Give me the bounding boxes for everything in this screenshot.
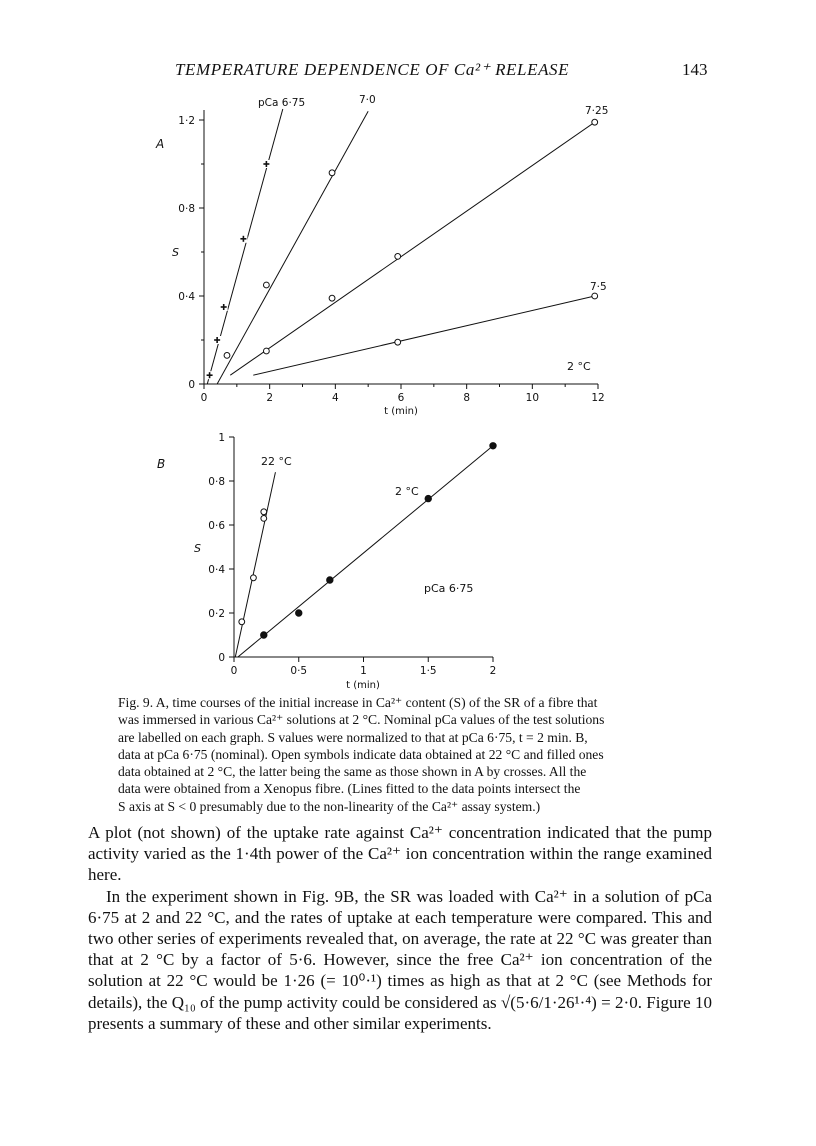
y-tick-label: 1 bbox=[218, 432, 225, 444]
data-point-cross bbox=[213, 336, 221, 344]
x-tick-label: 6 bbox=[397, 392, 405, 404]
data-point-open bbox=[261, 516, 267, 522]
y-tick-label: 0·4 bbox=[178, 291, 195, 303]
panel-b-annotation: pCa 6·75 bbox=[424, 582, 474, 595]
x-tick-label: 2 bbox=[266, 392, 274, 404]
caption-line: data at pCa 6·75 (nominal). Open symbols indicate data obtained at 22 °C and filled ones bbox=[118, 746, 604, 762]
x-tick-label: 2 bbox=[489, 665, 497, 677]
caption-line: S axis at S < 0 presumably due to the non-linearity of the Ca²⁺ assay system.) bbox=[118, 798, 541, 814]
data-point-cross bbox=[262, 160, 270, 168]
fit-line bbox=[253, 296, 594, 375]
data-point-filled bbox=[327, 577, 333, 583]
series-label-7-25: 7·25 bbox=[585, 105, 609, 117]
panel-b-xlabel: t (min) bbox=[346, 680, 380, 690]
data-point-filled bbox=[261, 632, 267, 638]
data-point-open bbox=[395, 254, 401, 260]
fit-line bbox=[238, 446, 493, 657]
x-tick-label: 1 bbox=[360, 665, 367, 677]
panel-a-xlabel: t (min) bbox=[384, 406, 418, 417]
y-tick-label: 0·4 bbox=[208, 564, 225, 576]
fit-line bbox=[235, 472, 275, 657]
data-point-open bbox=[395, 339, 401, 345]
page-number: 143 bbox=[682, 60, 708, 79]
series-label-pca-6-75: pCa 6·75 bbox=[258, 97, 306, 109]
y-tick-label: 0 bbox=[188, 379, 195, 391]
paragraph: A plot (not shown) of the uptake rate against Ca²⁺ concentration indicated that the pump activity varied as the 1·4th power of the Ca²⁺ ion concentration within the range examined here. bbox=[88, 823, 712, 885]
caption-line: are labelled on each graph. S values were normalized to that at pCa 6·75, t = 2 min. B, bbox=[118, 729, 588, 745]
x-tick-label: 8 bbox=[463, 392, 471, 404]
data-point-filled bbox=[425, 495, 431, 501]
data-point-open bbox=[261, 509, 267, 515]
fit-line bbox=[217, 111, 368, 384]
caption-line: Fig. 9. A, time courses of the initial increase in Ca²⁺ content (S) of the SR of a fibre that bbox=[118, 695, 598, 710]
data-point-open bbox=[239, 619, 245, 625]
panel-a-ylabel: S bbox=[172, 246, 179, 259]
panel-a-annotation: 2 °C bbox=[567, 360, 591, 373]
y-tick-label: 0·2 bbox=[208, 608, 225, 620]
series-label-7-5: 7·5 bbox=[590, 281, 607, 293]
y-tick-label: 0 bbox=[218, 652, 225, 664]
fit-line bbox=[230, 122, 594, 375]
x-tick-label: 10 bbox=[525, 392, 540, 404]
series-label-22c: 22 °C bbox=[261, 455, 292, 468]
y-tick-label: 0·8 bbox=[208, 476, 225, 488]
data-point-open bbox=[263, 282, 269, 288]
data-point-open bbox=[329, 170, 335, 176]
running-title: TEMPERATURE DEPENDENCE OF Ca²⁺ RELEASE bbox=[175, 60, 570, 79]
panel-a-letter: A bbox=[156, 137, 165, 151]
x-tick-label: 12 bbox=[591, 392, 605, 404]
x-tick-label: 1·5 bbox=[419, 665, 437, 677]
y-tick-label: 0·8 bbox=[178, 203, 195, 215]
data-point-filled bbox=[296, 610, 302, 616]
data-point-cross bbox=[206, 371, 214, 379]
body-text bbox=[88, 822, 712, 1034]
data-point-cross bbox=[239, 235, 247, 243]
data-point-open bbox=[224, 353, 230, 359]
y-tick-label: 0·6 bbox=[208, 520, 225, 532]
figure-caption bbox=[118, 694, 710, 815]
panel-b bbox=[157, 432, 496, 690]
data-point-open bbox=[592, 293, 598, 299]
x-tick-label: 0 bbox=[230, 665, 238, 677]
series-label-2c: 2 °C bbox=[395, 485, 419, 498]
data-point-cross bbox=[220, 303, 228, 311]
paragraph: In the experiment shown in Fig. 9B, the SR was loaded with Ca²⁺ in a solution of pCa 6·75 at 2 and 22 °C, and the rates of uptake at each temperature were compared. This and two other series of experiments revealed that, on average, the rate at 22 °C was greater than that at 2 °C by a factor of 5·6. However, since the free Ca²⁺ ion concentration of the solution at 22 °C would be 1·26 (= 10⁰·¹) times as high as that at 2 °C (see Methods for details), the Q₁₀ of the pump activity could be considered as √(5·6/1·26¹·⁴) = 2·0. Figure 10 presents a summary of these and other similar experiments. bbox=[88, 886, 712, 1033]
data-point-open bbox=[263, 348, 269, 354]
data-point-open bbox=[329, 295, 335, 301]
caption-line: was immersed in various Ca²⁺ solutions at 2 °C. Nominal pCa values of the test solutions bbox=[118, 712, 605, 728]
data-point-open bbox=[251, 575, 257, 581]
panel-a bbox=[155, 94, 608, 417]
data-point-open bbox=[592, 119, 598, 125]
x-tick-label: 4 bbox=[331, 392, 339, 404]
panel-b-ylabel: S bbox=[194, 542, 201, 555]
x-tick-label: 0 bbox=[200, 392, 208, 404]
caption-line: data obtained at 2 °C, the latter being the same as those shown in A by crosses. All the bbox=[118, 764, 587, 780]
series-label-7-0: 7·0 bbox=[359, 94, 376, 106]
caption-line: data were obtained from a Xenopus fibre. (Lines fitted to the data points intersect the bbox=[118, 781, 581, 797]
x-tick-label: 0·5 bbox=[290, 665, 308, 677]
y-tick-label: 1·2 bbox=[178, 115, 195, 127]
panel-b-letter: B bbox=[157, 457, 166, 471]
data-point-filled bbox=[490, 443, 496, 449]
